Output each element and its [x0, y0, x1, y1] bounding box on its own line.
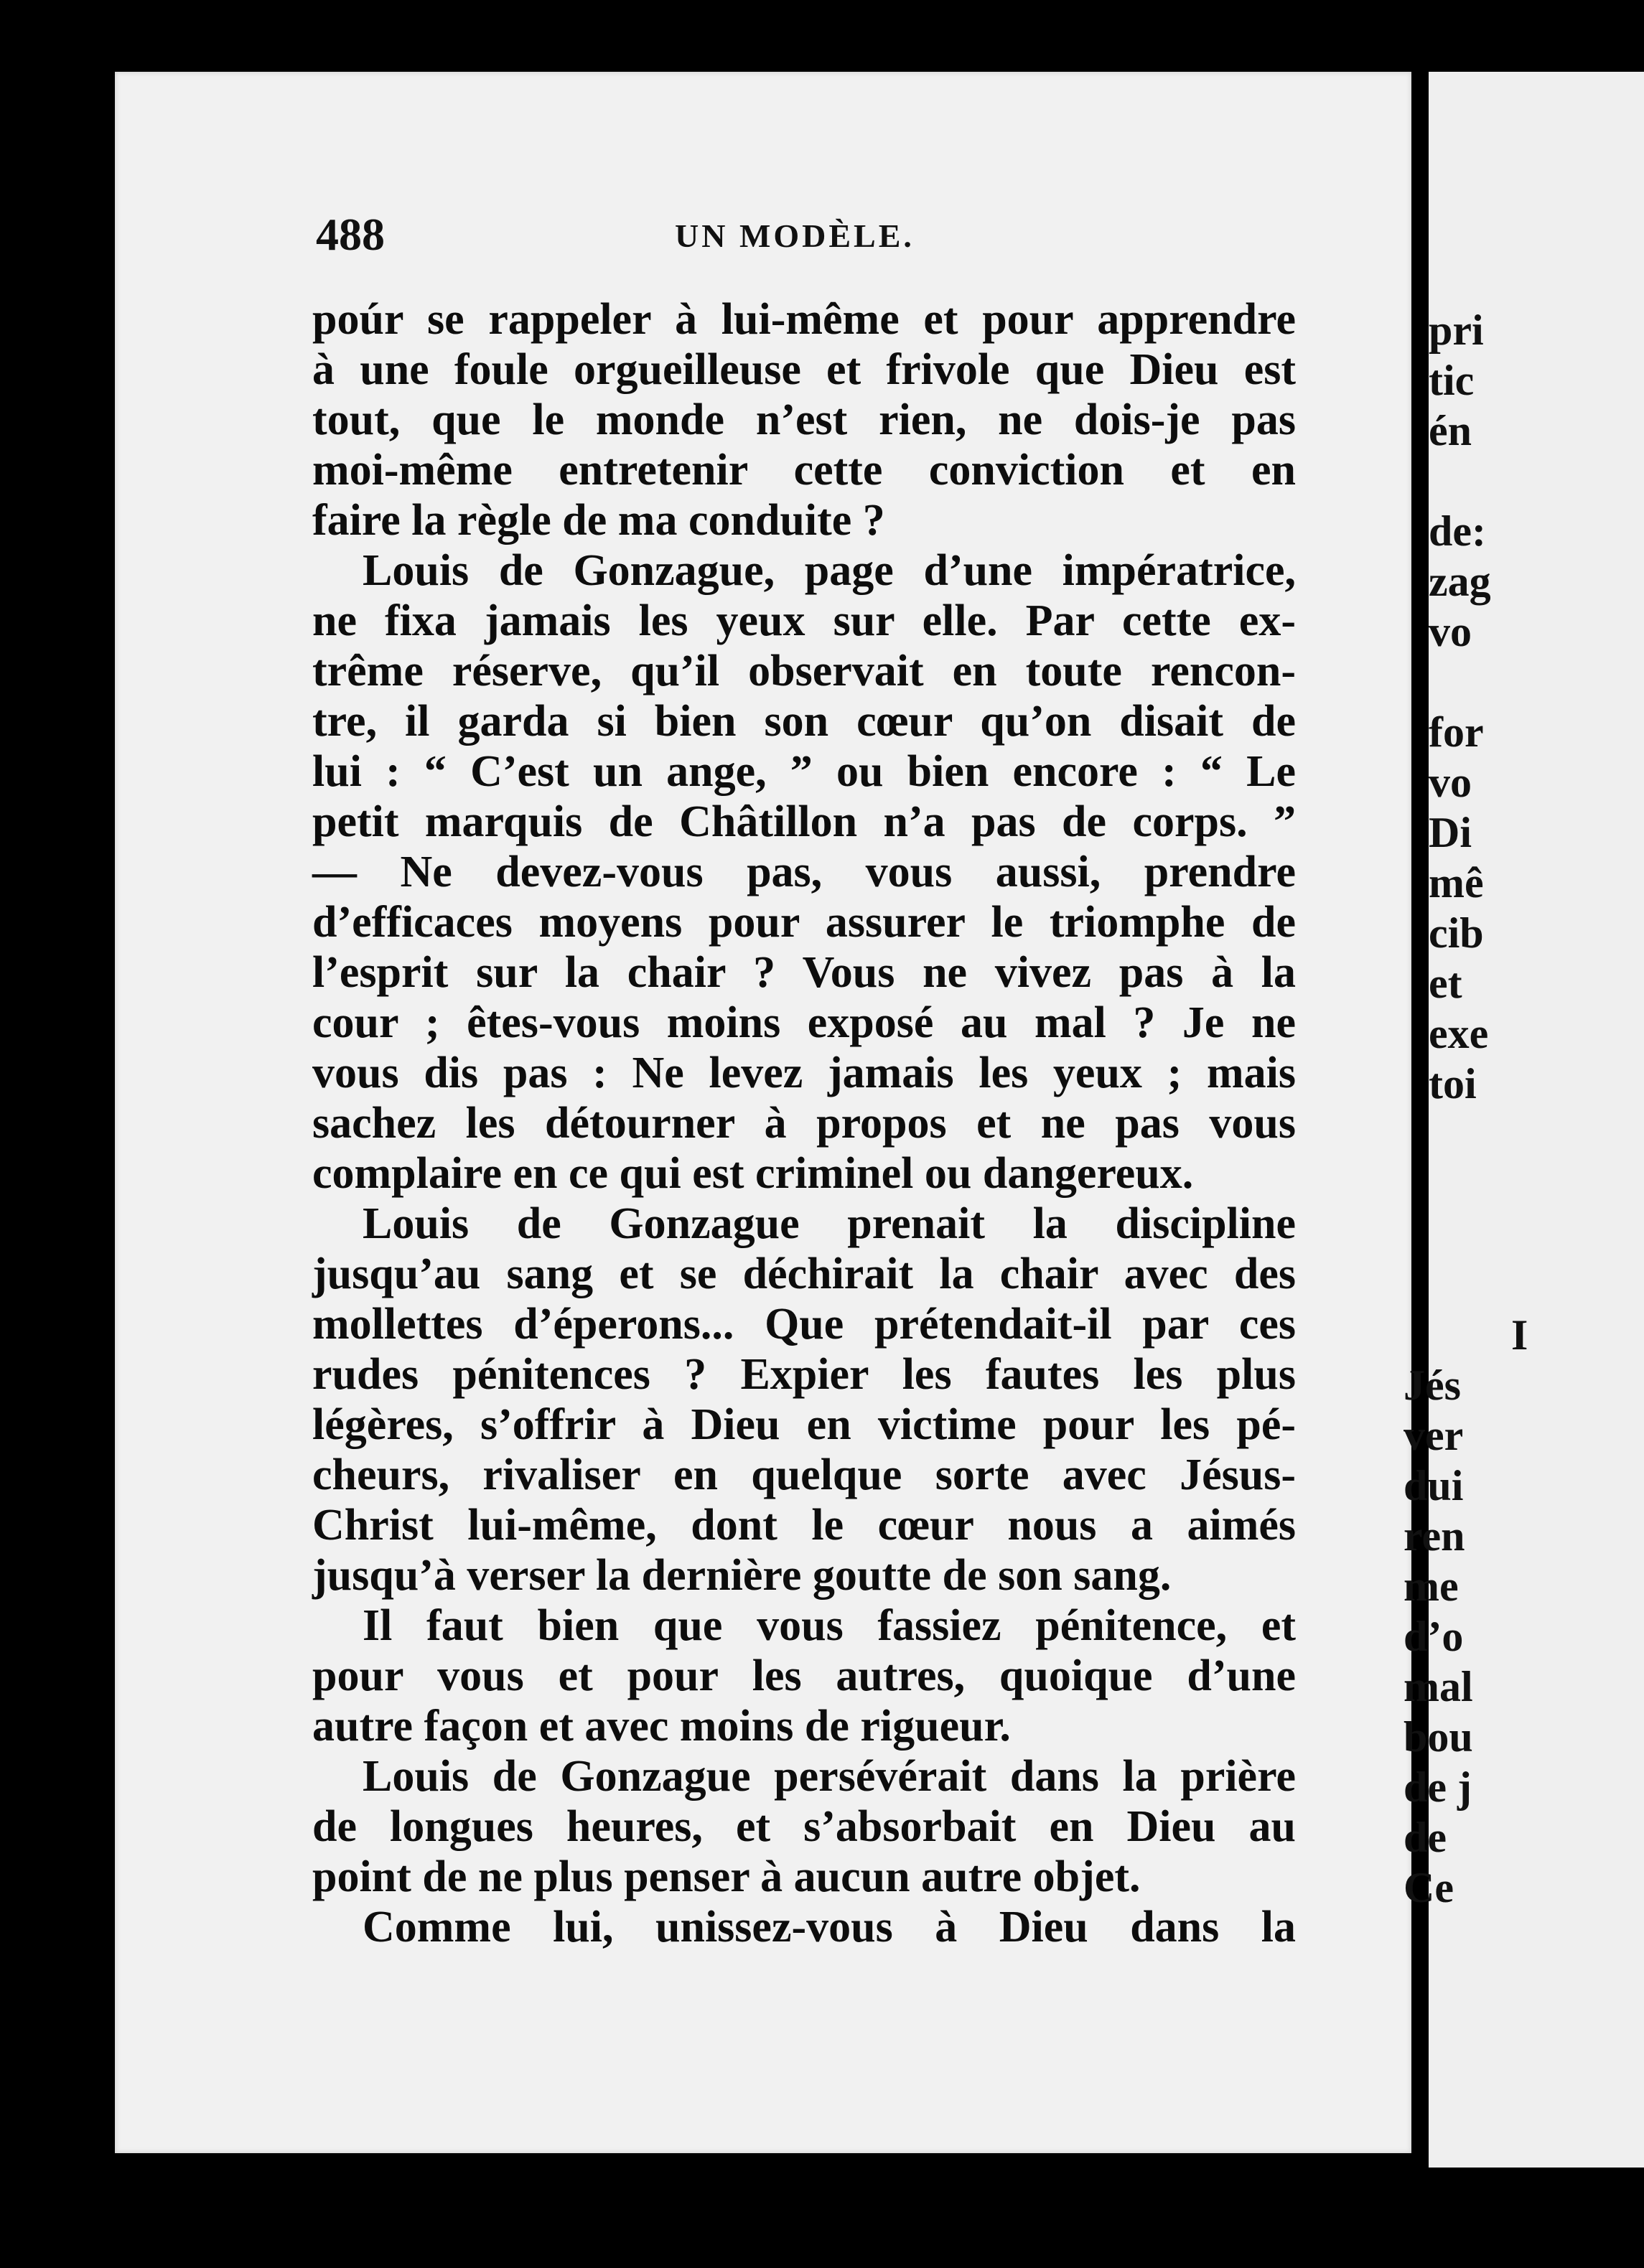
- facing-fragment: toi: [1429, 1060, 1477, 1107]
- text-line: mollettes d’éperons... Que prétendait-il par ces: [312, 1300, 1296, 1349]
- facing-fragment: ren: [1404, 1512, 1465, 1560]
- text-line: petit marquis de Châtillon n’a pas de corps. ”: [312, 797, 1296, 846]
- text-line: lui : “ C’est un ange, ” ou bien encore : “ Le: [312, 747, 1296, 796]
- text-line: rudes pénitences ? Expier les fautes les plus: [312, 1350, 1296, 1399]
- page-number: 488: [316, 209, 385, 260]
- facing-fragment: vo: [1429, 759, 1472, 806]
- body-text: [312, 294, 1296, 1952]
- facing-fragment: ver: [1404, 1412, 1464, 1459]
- text-line: tre, il garda si bien son cœur qu’on disait de: [312, 697, 1296, 746]
- text-line: — Ne devez-vous pas, vous aussi, prendre: [312, 848, 1296, 896]
- facing-fragment: d’o: [1404, 1613, 1464, 1660]
- facing-fragment: et: [1429, 960, 1462, 1007]
- facing-fragment: mê: [1429, 859, 1484, 906]
- facing-fragment: pri: [1429, 306, 1484, 354]
- facing-fragment: Jés: [1404, 1362, 1461, 1409]
- facing-fragment: tic: [1429, 357, 1475, 404]
- facing-fragment: for: [1429, 708, 1484, 756]
- facing-fragment: bou: [1404, 1713, 1473, 1761]
- text-line: cour ; êtes-vous moins exposé au mal ? Je ne: [312, 998, 1296, 1047]
- facing-fragment: Ce: [1404, 1864, 1454, 1911]
- text-line: complaire en ce qui est criminel ou dangereux.: [312, 1149, 1194, 1198]
- facing-fragment: de:: [1429, 507, 1486, 555]
- facing-page: [1404, 72, 1644, 2168]
- text-line: à une foule orgueilleuse et frivole que Dieu est: [312, 345, 1296, 394]
- facing-fragment: zag: [1429, 558, 1491, 605]
- text-line: Comme lui, unissez-vous à Dieu dans la: [363, 1903, 1296, 1951]
- text-line: pour vous et pour les autres, quoique d’une: [312, 1651, 1296, 1700]
- text-line: jusqu’au sang et se déchirait la chair avec des: [312, 1250, 1296, 1298]
- facing-fragment: Di: [1429, 809, 1472, 856]
- facing-fragment: me: [1404, 1562, 1459, 1610]
- facing-fragment: I: [1511, 1311, 1528, 1359]
- text-line: vous dis pas : Ne levez jamais les yeux ; mais: [312, 1049, 1296, 1097]
- text-line: point de ne plus penser à aucun autre objet.: [312, 1852, 1141, 1901]
- facing-fragment: cib: [1429, 909, 1484, 957]
- text-line: l’esprit sur la chair ? Vous ne vivez pas à la: [312, 948, 1296, 997]
- text-line: Christ lui-même, dont le cœur nous a aimés: [312, 1501, 1296, 1550]
- facing-fragment: de: [1404, 1814, 1447, 1861]
- text-line: autre façon et avec moins de rigueur.: [312, 1702, 1011, 1751]
- facing-fragment: de j: [1404, 1763, 1472, 1811]
- text-line: sachez les détourner à propos et ne pas vous: [312, 1099, 1296, 1148]
- text-line: ne fixa jamais les yeux sur elle. Par cette ex-: [312, 596, 1296, 645]
- text-line: poúr se rappeler à lui-même et pour apprendre: [312, 295, 1296, 344]
- facing-fragment: vo: [1429, 608, 1472, 655]
- text-line: faire la règle de ma conduite ?: [312, 496, 885, 545]
- text-line: trême réserve, qu’il observait en toute rencon-: [312, 647, 1296, 695]
- text-line: Louis de Gonzague persévérait dans la prière: [363, 1752, 1296, 1801]
- text-line: Louis de Gonzague, page d’une impératrice,: [363, 546, 1296, 595]
- text-line: d’efficaces moyens pour assurer le triomphe de: [312, 898, 1296, 947]
- text-line: Il faut bien que vous fassiez pénitence, et: [363, 1601, 1296, 1650]
- text-line: moi-même entretenir cette conviction et en: [312, 446, 1296, 495]
- text-line: jusqu’à verser la dernière goutte de son sang.: [312, 1551, 1172, 1600]
- text-line: Louis de Gonzague prenait la discipline: [363, 1199, 1296, 1248]
- running-title: UN MODÈLE.: [675, 217, 915, 254]
- text-line: cheurs, rivaliser en quelque sorte avec Jésus-: [312, 1451, 1296, 1499]
- facing-fragment: én: [1429, 407, 1472, 454]
- facing-fragment: mal: [1404, 1663, 1473, 1710]
- text-line: légères, s’offrir à Dieu en victime pour les pé-: [312, 1400, 1296, 1449]
- text-line: tout, que le monde n’est rien, ne dois-je pas: [312, 395, 1296, 444]
- facing-fragment: dui: [1404, 1462, 1464, 1509]
- text-line: de longues heures, et s’absorbait en Dieu au: [312, 1802, 1296, 1851]
- facing-fragment: exe: [1429, 1010, 1489, 1057]
- page-header: [316, 208, 1307, 266]
